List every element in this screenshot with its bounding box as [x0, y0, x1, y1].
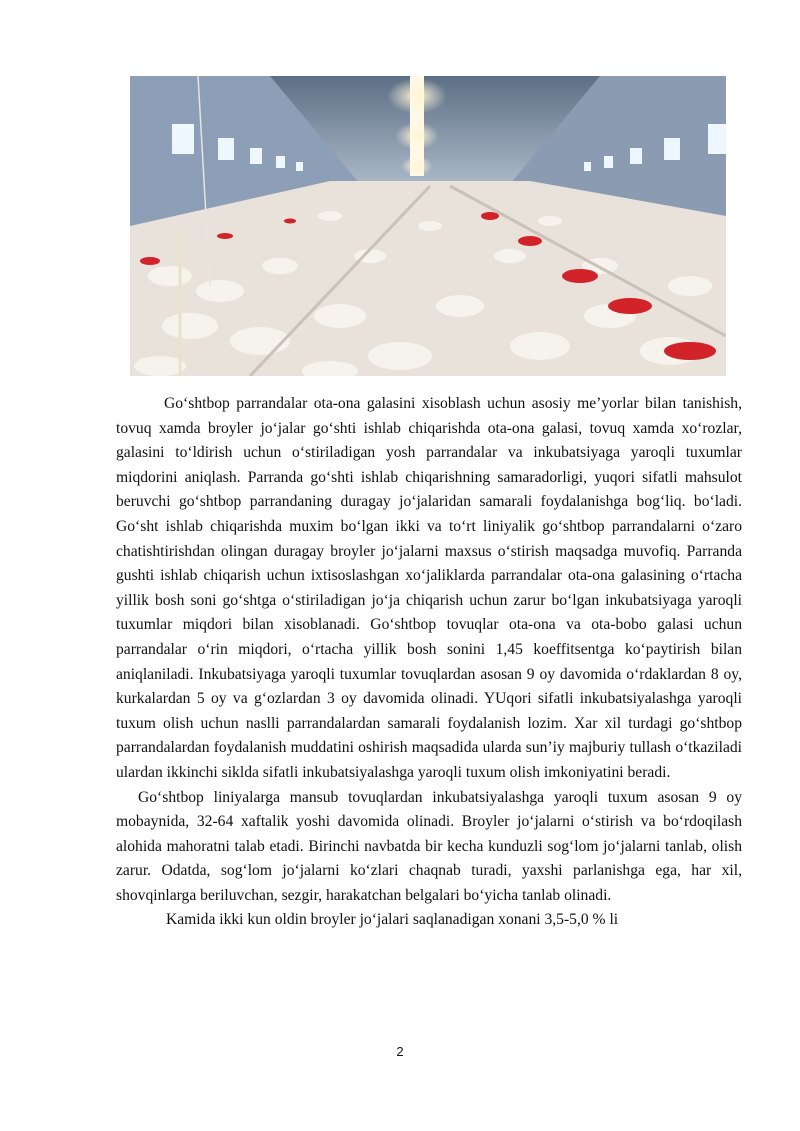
paragraph-1: Go‘shtbop parrandalar ota-ona galasini xisoblash uchun asosiy me’yorlar bilan tanishish, tovuq xamda broyler jo‘jalar go‘shti ishlab chiqarishda ota-ona galasi, tovuq xamda xo‘rozlar, galasini to‘ldirish uchun o‘stiriladigan yosh parrandalar va inkubatsiyaga yaroqli tuxumlar miqdorini aniqlash. Parranda go‘shti ishlab chiqarishning samaradorligi, yuqori sifatli mahsulot beruvchi go‘shtbop parrandaning duragay jo‘jalaridan samarali foydalanishga bog‘liq. bo‘ladi. Go‘sht ishlab chiqarishda muxim bo‘lgan ikki va to‘rt liniyalik go‘shtbop parrandalarni o‘zaro chatishtirishdan olingan duragay broyler jo‘jalarni maxsus o‘stirish maqsadga muvofiq. Parranda gushti ishlab chiqarish uchun ixtisoslashgan xo‘jaliklarda parrandalar ota-ona galasining o‘rtacha yillik bosh soni go‘shtga o‘stiriladigan jo‘ja chiqarish uchun zarur bo‘lgan inkubatsiyaga yaroqli tuxumlar miqdori bilan xisoblanadi. Go‘shtbop tovuqlar ota-ona va ota-bobo galasi uchun parrandalar o‘rin miqdori, o‘rtacha yillik bosh sonini 1,45 koeffitsentga ko‘paytirish bilan aniqlaniladi. Inkubatsiyaga yaroqli tuxumlar tovuqlardan asosan 9 oy davomida o‘rdaklardan 8 oy, kurkalardan 5 oy va g‘ozlardan 3 oy davomida olinadi. YUqori sifatli inkubatsiyalashga yaroqli tuxum olish uchun naslli parrandalardan samarali foydalanish lozim. Xar xil turdagi go‘shtbop parrandalardan foydalanish muddatini oshirish maqsadida ularda sun’iy majburiy tullash o‘tkaziladi ulardan ikkinchi siklda sifatli inkubatsiyalashga yaroqli tuxum olish imkoniyatini beradi. [116, 395, 742, 781]
paragraph-3: Kamida ikki kun oldin broyler jo‘jalari saqlanadigan xonani 3,5-5,0 % li [166, 911, 619, 929]
page-number: 2 [396, 1044, 404, 1059]
photo-illustration [130, 76, 726, 376]
paragraph-2: Go‘shtbop liniyalarga mansub tovuqlardan inkubatsiyalashga yaroqli tuxum asosan 9 oy mobaynida, 32-64 xaftalik yoshi davomida olinadi. Broyler jo‘jalarni o‘stirish va bo‘rdoqilash alohida mahoratni talab etadi. Birinchi navbatda bir kecha kunduzli sog‘lom jo‘jalarni tanlab, olish zarur. Odatda, sog‘lom jo‘jalarni ko‘zlari chaqnab turadi, yaxshi parlanishga ega, har xil, shovqinlarga beriluvchan, sezgir, harakatchan belgalari bo‘yicha tanlab olinadi. [116, 788, 742, 904]
broiler-poultry-house-photo [130, 76, 726, 376]
body-text [116, 392, 742, 933]
